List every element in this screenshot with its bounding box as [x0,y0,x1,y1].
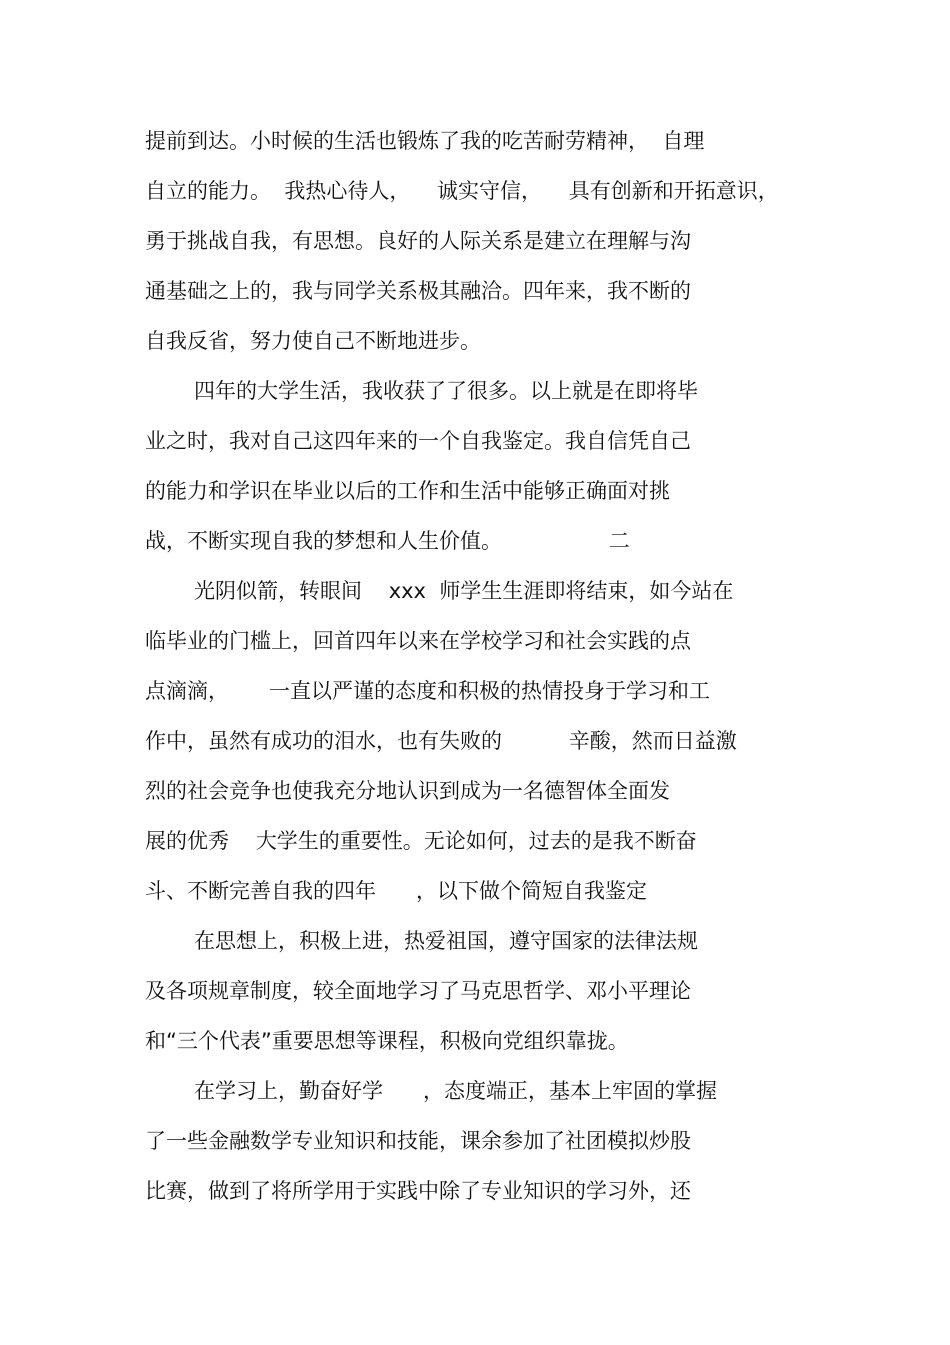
text-line: 烈的社会竞争也使我充分地认识到成为一名德智体全面发 [145,779,670,803]
text-line: 斗、不断完善自我的四年 ，以下做个简短自我鉴定 [145,879,648,903]
text-line: 作中，虽然有成功的泪水，也有失败的 辛酸，然而日益激 [145,729,737,753]
text-line: 提前到达。小时候的生活也锻炼了我的吃苦耐劳精神， 自理 [145,129,705,153]
text-line: 业之时，我对自己这四年来的一个自我鉴定。我自信凭自己 [145,429,691,453]
text-line: 比赛，做到了将所学用于实践中除了专业知识的学习外，还 [145,1179,691,1203]
text-line: 点滴滴， 一直以严谨的态度和积极的热情投身于学习和工 [145,679,711,703]
text-line: 的能力和学识在毕业以后的工作和生活中能够正确面对挑 [145,479,670,503]
text-line: 临毕业的门槛上，回首四年以来在学校学习和社会实践的点 [145,629,691,653]
text-line: 展的优秀 大学生的重要性。无论如何，过去的是我不断奋 [145,829,697,853]
text-line: 自立的能力。 我热心待人， 诚实守信， 具有创新和开拓意识， [145,179,779,203]
paragraph-first-line: 在思想上，积极上进，热爱祖国，遵守国家的法律法规 [194,929,698,953]
paragraph-first-line: 四年的大学生活，我收获了了很多。以上就是在即将毕 [194,379,698,403]
text-line: 了一些金融数学专业知识和技能，课余参加了社团模拟炒股 [145,1129,691,1153]
paragraph-first-line: 在学习上，勤奋好学 ，态度端正，基本上牢固的掌握 [194,1079,718,1103]
text-line: 及各项规章制度，较全面地学习了马克思哲学、邓小平理论 [145,979,691,1003]
text-line: 通基础之上的，我与同学关系极其融洽。四年来，我不断的 [145,279,691,303]
text-line: 自我反省，努力使自己不断地进步。 [145,329,481,353]
text-line: 和“三个代表”重要思想等课程，积极向党组织靠拢。 [145,1029,629,1053]
paragraph-first-line: 光阴似箭，转眼间 xxx 师学生生涯即将结束，如今站在 [194,579,734,603]
text-line: 战，不断实现自我的梦想和人生价值。 二 [145,529,630,553]
text-line: 勇于挑战自我，有思想。良好的人际关系是建立在理解与沟 [145,229,691,253]
